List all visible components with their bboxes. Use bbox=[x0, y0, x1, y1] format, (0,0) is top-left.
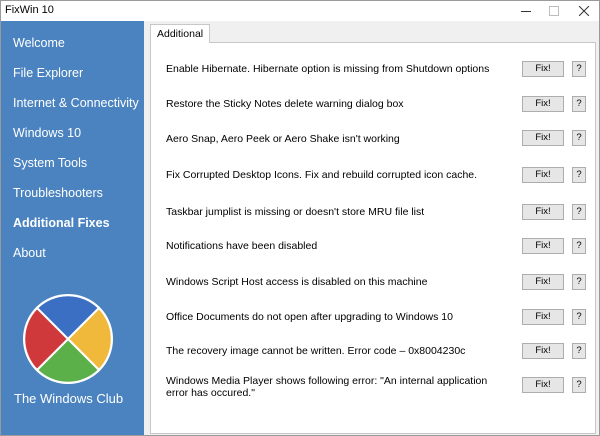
fix-description: Office Documents do not open after upgrading to Windows 10 bbox=[166, 311, 453, 323]
minimize-icon bbox=[521, 6, 531, 16]
sidebar-item-internet-connectivity[interactable]: Internet & Connectivity bbox=[13, 96, 139, 110]
fix-description: Enable Hibernate. Hibernate option is missing from Shutdown options bbox=[166, 63, 490, 75]
fix-button[interactable]: Fix! bbox=[522, 309, 564, 325]
window-title: FixWin 10 bbox=[5, 4, 54, 16]
sidebar-item-windows-10[interactable]: Windows 10 bbox=[13, 126, 82, 140]
fix-button[interactable]: Fix! bbox=[522, 238, 564, 254]
close-button[interactable] bbox=[569, 1, 599, 21]
help-button[interactable]: ? bbox=[572, 204, 586, 220]
brand-name: The Windows Club bbox=[14, 391, 124, 406]
sidebar-item-about[interactable]: About bbox=[13, 246, 46, 260]
sidebar-item-system-tools[interactable]: System Tools bbox=[13, 156, 88, 170]
help-button[interactable]: ? bbox=[572, 343, 586, 359]
help-button[interactable]: ? bbox=[572, 96, 586, 112]
fix-description: Fix Corrupted Desktop Icons. Fix and rebuild corrupted icon cache. bbox=[166, 169, 478, 181]
help-button[interactable]: ? bbox=[572, 309, 586, 325]
help-button[interactable]: ? bbox=[572, 61, 586, 77]
fix-button[interactable]: Fix! bbox=[522, 274, 564, 290]
fix-button[interactable]: Fix! bbox=[522, 167, 564, 183]
fix-button[interactable]: Fix! bbox=[522, 343, 564, 359]
fix-description: The recovery image cannot be written. Error code – 0x8004230c bbox=[166, 345, 466, 357]
fix-button[interactable]: Fix! bbox=[522, 377, 564, 393]
close-icon bbox=[579, 6, 589, 16]
help-button[interactable]: ? bbox=[572, 167, 586, 183]
fixes-panel bbox=[150, 42, 596, 434]
fix-description: Windows Media Player shows following error: "An internal application error has occured." bbox=[166, 375, 488, 399]
windows-club-logo-icon bbox=[23, 294, 113, 384]
fix-description: Restore the Sticky Notes delete warning dialog box bbox=[166, 98, 404, 110]
sidebar-item-file-explorer[interactable]: File Explorer bbox=[13, 66, 84, 80]
fix-button[interactable]: Fix! bbox=[522, 61, 564, 77]
help-button[interactable]: ? bbox=[572, 274, 586, 290]
fix-description: Aero Snap, Aero Peek or Aero Shake isn't working bbox=[166, 133, 400, 145]
fix-button[interactable]: Fix! bbox=[522, 204, 564, 220]
help-button[interactable]: ? bbox=[572, 238, 586, 254]
sidebar-item-additional-fixes[interactable]: Additional Fixes bbox=[13, 216, 110, 230]
title-bar[interactable] bbox=[1, 1, 599, 21]
minimize-button[interactable] bbox=[511, 1, 541, 21]
maximize-icon bbox=[549, 6, 559, 16]
fix-button[interactable]: Fix! bbox=[522, 96, 564, 112]
sidebar-item-troubleshooters[interactable]: Troubleshooters bbox=[13, 186, 103, 200]
maximize-button[interactable] bbox=[539, 1, 569, 21]
sidebar bbox=[1, 21, 144, 435]
tab-additional[interactable]: Additional bbox=[150, 24, 210, 43]
help-button[interactable]: ? bbox=[572, 130, 586, 146]
main-content bbox=[144, 21, 599, 435]
fix-description: Taskbar jumplist is missing or doesn't store MRU file list bbox=[166, 206, 425, 218]
fix-button[interactable]: Fix! bbox=[522, 130, 564, 146]
fix-description: Notifications have been disabled bbox=[166, 240, 318, 252]
fix-description: Windows Script Host access is disabled on this machine bbox=[166, 276, 428, 288]
help-button[interactable]: ? bbox=[572, 377, 586, 393]
sidebar-item-welcome[interactable]: Welcome bbox=[13, 36, 65, 50]
